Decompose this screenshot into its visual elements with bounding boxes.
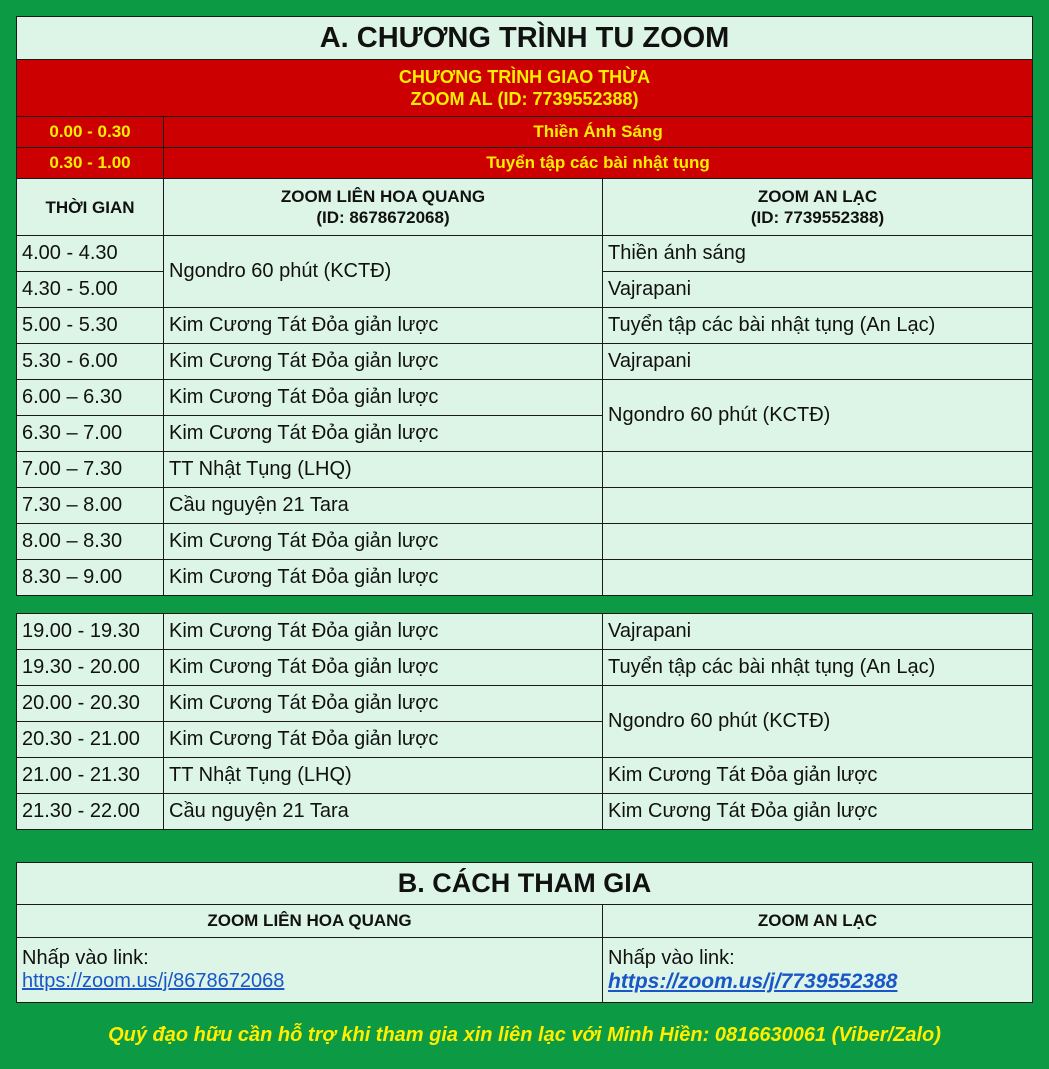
column-header-zoom-lhq xyxy=(164,179,603,236)
lhq-join-cell xyxy=(17,938,603,1003)
al-program-cell: Ngondro 60 phút (KCTĐ) xyxy=(603,380,1033,452)
al-program-cell: Ngondro 60 phút (KCTĐ) xyxy=(603,686,1033,758)
schedule-table-evening xyxy=(16,613,1033,830)
new-year-eve-title: CHƯƠNG TRÌNH GIAO THỪA xyxy=(398,67,651,87)
lhq-program-cell: Kim Cương Tát Đỏa giản lược xyxy=(164,416,603,452)
schedule-table-morning xyxy=(16,16,1033,596)
time-cell: 21.00 - 21.30 xyxy=(17,758,164,794)
al-program-cell: Tuyển tập các bài nhật tụng (An Lạc) xyxy=(603,650,1033,686)
eve-program: Thiền Ánh Sáng xyxy=(164,117,1033,148)
time-cell: 21.30 - 22.00 xyxy=(17,794,164,830)
lhq-program-cell: Kim Cương Tát Đỏa giản lược xyxy=(164,722,603,758)
al-program-cell: Tuyển tập các bài nhật tụng (An Lạc) xyxy=(603,308,1033,344)
new-year-eve-banner xyxy=(17,60,1033,117)
eve-time: 0.00 - 0.30 xyxy=(17,117,164,148)
time-cell: 8.30 – 9.00 xyxy=(17,560,164,596)
al-join-prompt: Nhấp vào link: xyxy=(608,946,735,969)
column-header-zoom-al xyxy=(603,179,1033,236)
lhq-program-cell: Cầu nguyện 21 Tara xyxy=(164,488,603,524)
zoom-lhq-name: ZOOM LIÊN HOA QUANG xyxy=(280,187,486,206)
table-row xyxy=(17,794,1033,830)
zoom-lhq-id: (ID: 8678672068) xyxy=(316,208,450,227)
column-header-zoom-lhq: ZOOM LIÊN HOA QUANG xyxy=(17,905,603,938)
join-instructions-table xyxy=(16,862,1033,1003)
lhq-program-cell: Kim Cương Tát Đỏa giản lược xyxy=(164,650,603,686)
al-program-cell: Vajrapani xyxy=(603,272,1033,308)
table-row xyxy=(17,686,1033,722)
al-program-cell: Vajrapani xyxy=(603,614,1033,650)
section-b-title: B. CÁCH THAM GIA xyxy=(17,863,1033,905)
al-program-cell xyxy=(603,452,1033,488)
lhq-program-cell: TT Nhật Tụng (LHQ) xyxy=(164,452,603,488)
new-year-eve-zoom-id: ZOOM AL (ID: 7739552388) xyxy=(410,89,639,109)
time-cell: 5.30 - 6.00 xyxy=(17,344,164,380)
al-program-cell: Kim Cương Tát Đỏa giản lược xyxy=(603,794,1033,830)
lhq-program-cell: Kim Cương Tát Đỏa giản lược xyxy=(164,380,603,416)
lhq-program-cell: Kim Cương Tát Đỏa giản lược xyxy=(164,686,603,722)
time-cell: 7.30 – 8.00 xyxy=(17,488,164,524)
table-row xyxy=(17,650,1033,686)
column-header-zoom-al: ZOOM AN LẠC xyxy=(603,905,1033,938)
section-a-title: A. CHƯƠNG TRÌNH TU ZOOM xyxy=(17,17,1033,60)
al-zoom-link[interactable]: https://zoom.us/j/7739552388 xyxy=(608,969,898,993)
time-cell: 4.00 - 4.30 xyxy=(17,236,164,272)
lhq-program-cell: Kim Cương Tát Đỏa giản lược xyxy=(164,524,603,560)
time-cell: 19.00 - 19.30 xyxy=(17,614,164,650)
time-cell: 8.00 – 8.30 xyxy=(17,524,164,560)
lhq-program-cell: TT Nhật Tụng (LHQ) xyxy=(164,758,603,794)
al-program-cell xyxy=(603,560,1033,596)
lhq-program-cell: Kim Cương Tát Đỏa giản lược xyxy=(164,308,603,344)
lhq-program-cell: Kim Cương Tát Đỏa giản lược xyxy=(164,560,603,596)
al-program-cell xyxy=(603,524,1033,560)
zoom-al-id: (ID: 7739552388) xyxy=(750,208,885,227)
table-row xyxy=(17,614,1033,650)
table-row xyxy=(17,758,1033,794)
lhq-program-cell: Kim Cương Tát Đỏa giản lược xyxy=(164,344,603,380)
time-cell: 4.30 - 5.00 xyxy=(17,272,164,308)
al-program-cell: Kim Cương Tát Đỏa giản lược xyxy=(603,758,1033,794)
lhq-zoom-link[interactable]: https://zoom.us/j/8678672068 xyxy=(22,970,285,992)
table-row xyxy=(17,380,1033,416)
al-program-cell: Thiền ánh sáng xyxy=(603,236,1033,272)
time-cell: 6.00 – 6.30 xyxy=(17,380,164,416)
table-row xyxy=(17,488,1033,524)
al-join-cell xyxy=(603,938,1033,1003)
table-row xyxy=(17,560,1033,596)
lhq-program-cell: Kim Cương Tát Đỏa giản lược xyxy=(164,614,603,650)
eve-time: 0.30 - 1.00 xyxy=(17,148,164,179)
lhq-program-cell: Ngondro 60 phút (KCTĐ) xyxy=(164,236,603,308)
time-cell: 20.00 - 20.30 xyxy=(17,686,164,722)
time-cell: 5.00 - 5.30 xyxy=(17,308,164,344)
table-row xyxy=(17,524,1033,560)
table-row xyxy=(17,308,1033,344)
time-cell: 6.30 – 7.00 xyxy=(17,416,164,452)
time-cell: 19.30 - 20.00 xyxy=(17,650,164,686)
time-cell: 20.30 - 21.00 xyxy=(17,722,164,758)
lhq-program-cell: Cầu nguyện 21 Tara xyxy=(164,794,603,830)
table-row xyxy=(17,452,1033,488)
time-cell: 7.00 – 7.30 xyxy=(17,452,164,488)
table-row xyxy=(17,344,1033,380)
eve-program: Tuyển tập các bài nhật tụng xyxy=(164,148,1033,179)
al-program-cell: Vajrapani xyxy=(603,344,1033,380)
table-row xyxy=(17,236,1033,272)
al-program-cell xyxy=(603,488,1033,524)
column-header-time: THỜI GIAN xyxy=(17,179,164,236)
lhq-join-prompt: Nhấp vào link: xyxy=(22,947,149,969)
zoom-al-name: ZOOM AN LẠC xyxy=(757,187,878,206)
support-contact-note: Quý đạo hữu cần hỗ trợ khi tham gia xin liên lạc với Minh Hiền: 0816630061 (Viber/Zalo) xyxy=(108,1024,941,1046)
